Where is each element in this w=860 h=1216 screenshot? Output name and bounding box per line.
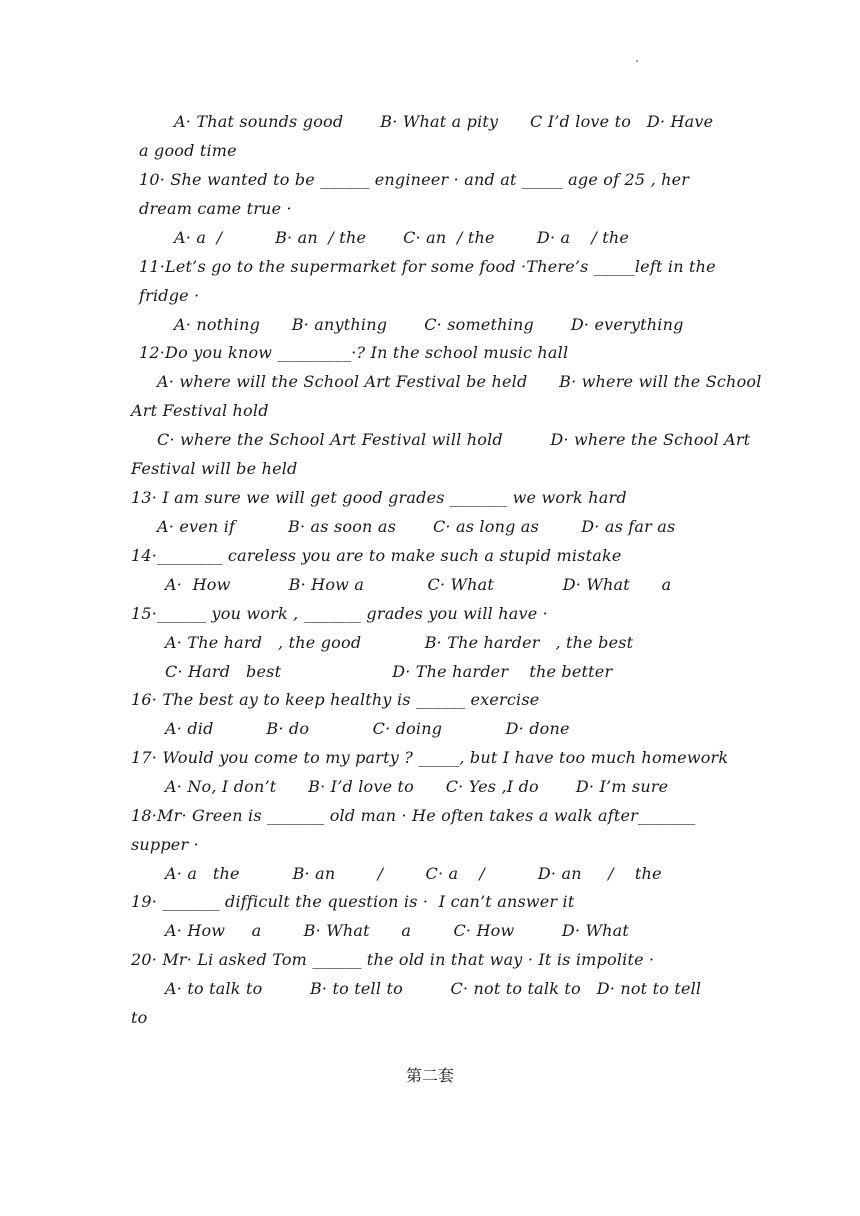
text-line: supper · (131, 835, 199, 854)
options-18: A· a the B· an / C· a / D· an / the (165, 864, 662, 883)
question-19: 19· _______ difficult the question is · I can’t answer it (131, 892, 575, 911)
question-10: 10· She wanted to be ______ engineer · and at _____ age of 25 , her (139, 170, 690, 189)
text-line: Festival will be held (131, 459, 298, 478)
options-20: A· to talk to B· to tell to C· not to talk to D· not to tell (165, 979, 702, 998)
question-16: 16· The best ay to keep healthy is ______ exercise (131, 690, 540, 709)
question-11: 11·Let’s go to the supermarket for some food ·There’s _____left in the (139, 257, 716, 276)
options-14: A· How B· How a C· What D· What a (165, 575, 672, 594)
options-12-cd: C· where the School Art Festival will hold D· where the School Art (157, 430, 751, 449)
options-13: A· even if B· as soon as C· as long as D· as far as (157, 517, 676, 536)
options-12-ab: A· where will the School Art Festival be held B· where will the School (157, 372, 762, 391)
text-line: fridge · (139, 286, 200, 305)
question-14: 14·________ careless you are to make such a stupid mistake (131, 546, 622, 565)
text-line: a good time (139, 141, 237, 160)
options-15-ab: A· The hard , the good B· The harder , the best (165, 633, 634, 652)
text-line: A· That sounds good B· What a pity C I’d love to D· Have (174, 112, 714, 131)
page-mark (636, 60, 638, 62)
text-line: to (131, 1008, 148, 1027)
question-20: 20· Mr· Li asked Tom ______ the old in that way · It is impolite · (131, 950, 655, 969)
question-12: 12·Do you know _________·? In the school music hall (139, 343, 569, 362)
text-line: dream came true · (139, 199, 292, 218)
question-17: 17· Would you come to my party ? _____, but I have too much homework (131, 748, 729, 767)
options-19: A· How a B· What a C· How D· What (165, 921, 630, 940)
section-footer: 第二套 (405, 1066, 454, 1085)
question-18: 18·Mr· Green is _______ old man · He often takes a walk after_______ (131, 806, 696, 825)
options-16: A· did B· do C· doing D· done (165, 719, 570, 738)
options-17: A· No, I don’t B· I’d love to C· Yes ,I do D· I’m sure (165, 777, 669, 796)
question-15: 15·______ you work , _______ grades you will have · (131, 604, 548, 623)
text-line: Art Festival hold (131, 401, 269, 420)
options-11: A· nothing B· anything C· something D· everything (174, 315, 684, 334)
options-15-cd: C· Hard best D· The harder the better (165, 662, 613, 681)
question-13: 13· I am sure we will get good grades _______ we work hard (131, 488, 627, 507)
options-10: A· a / B· an / the C· an / the D· a / the (174, 228, 630, 247)
